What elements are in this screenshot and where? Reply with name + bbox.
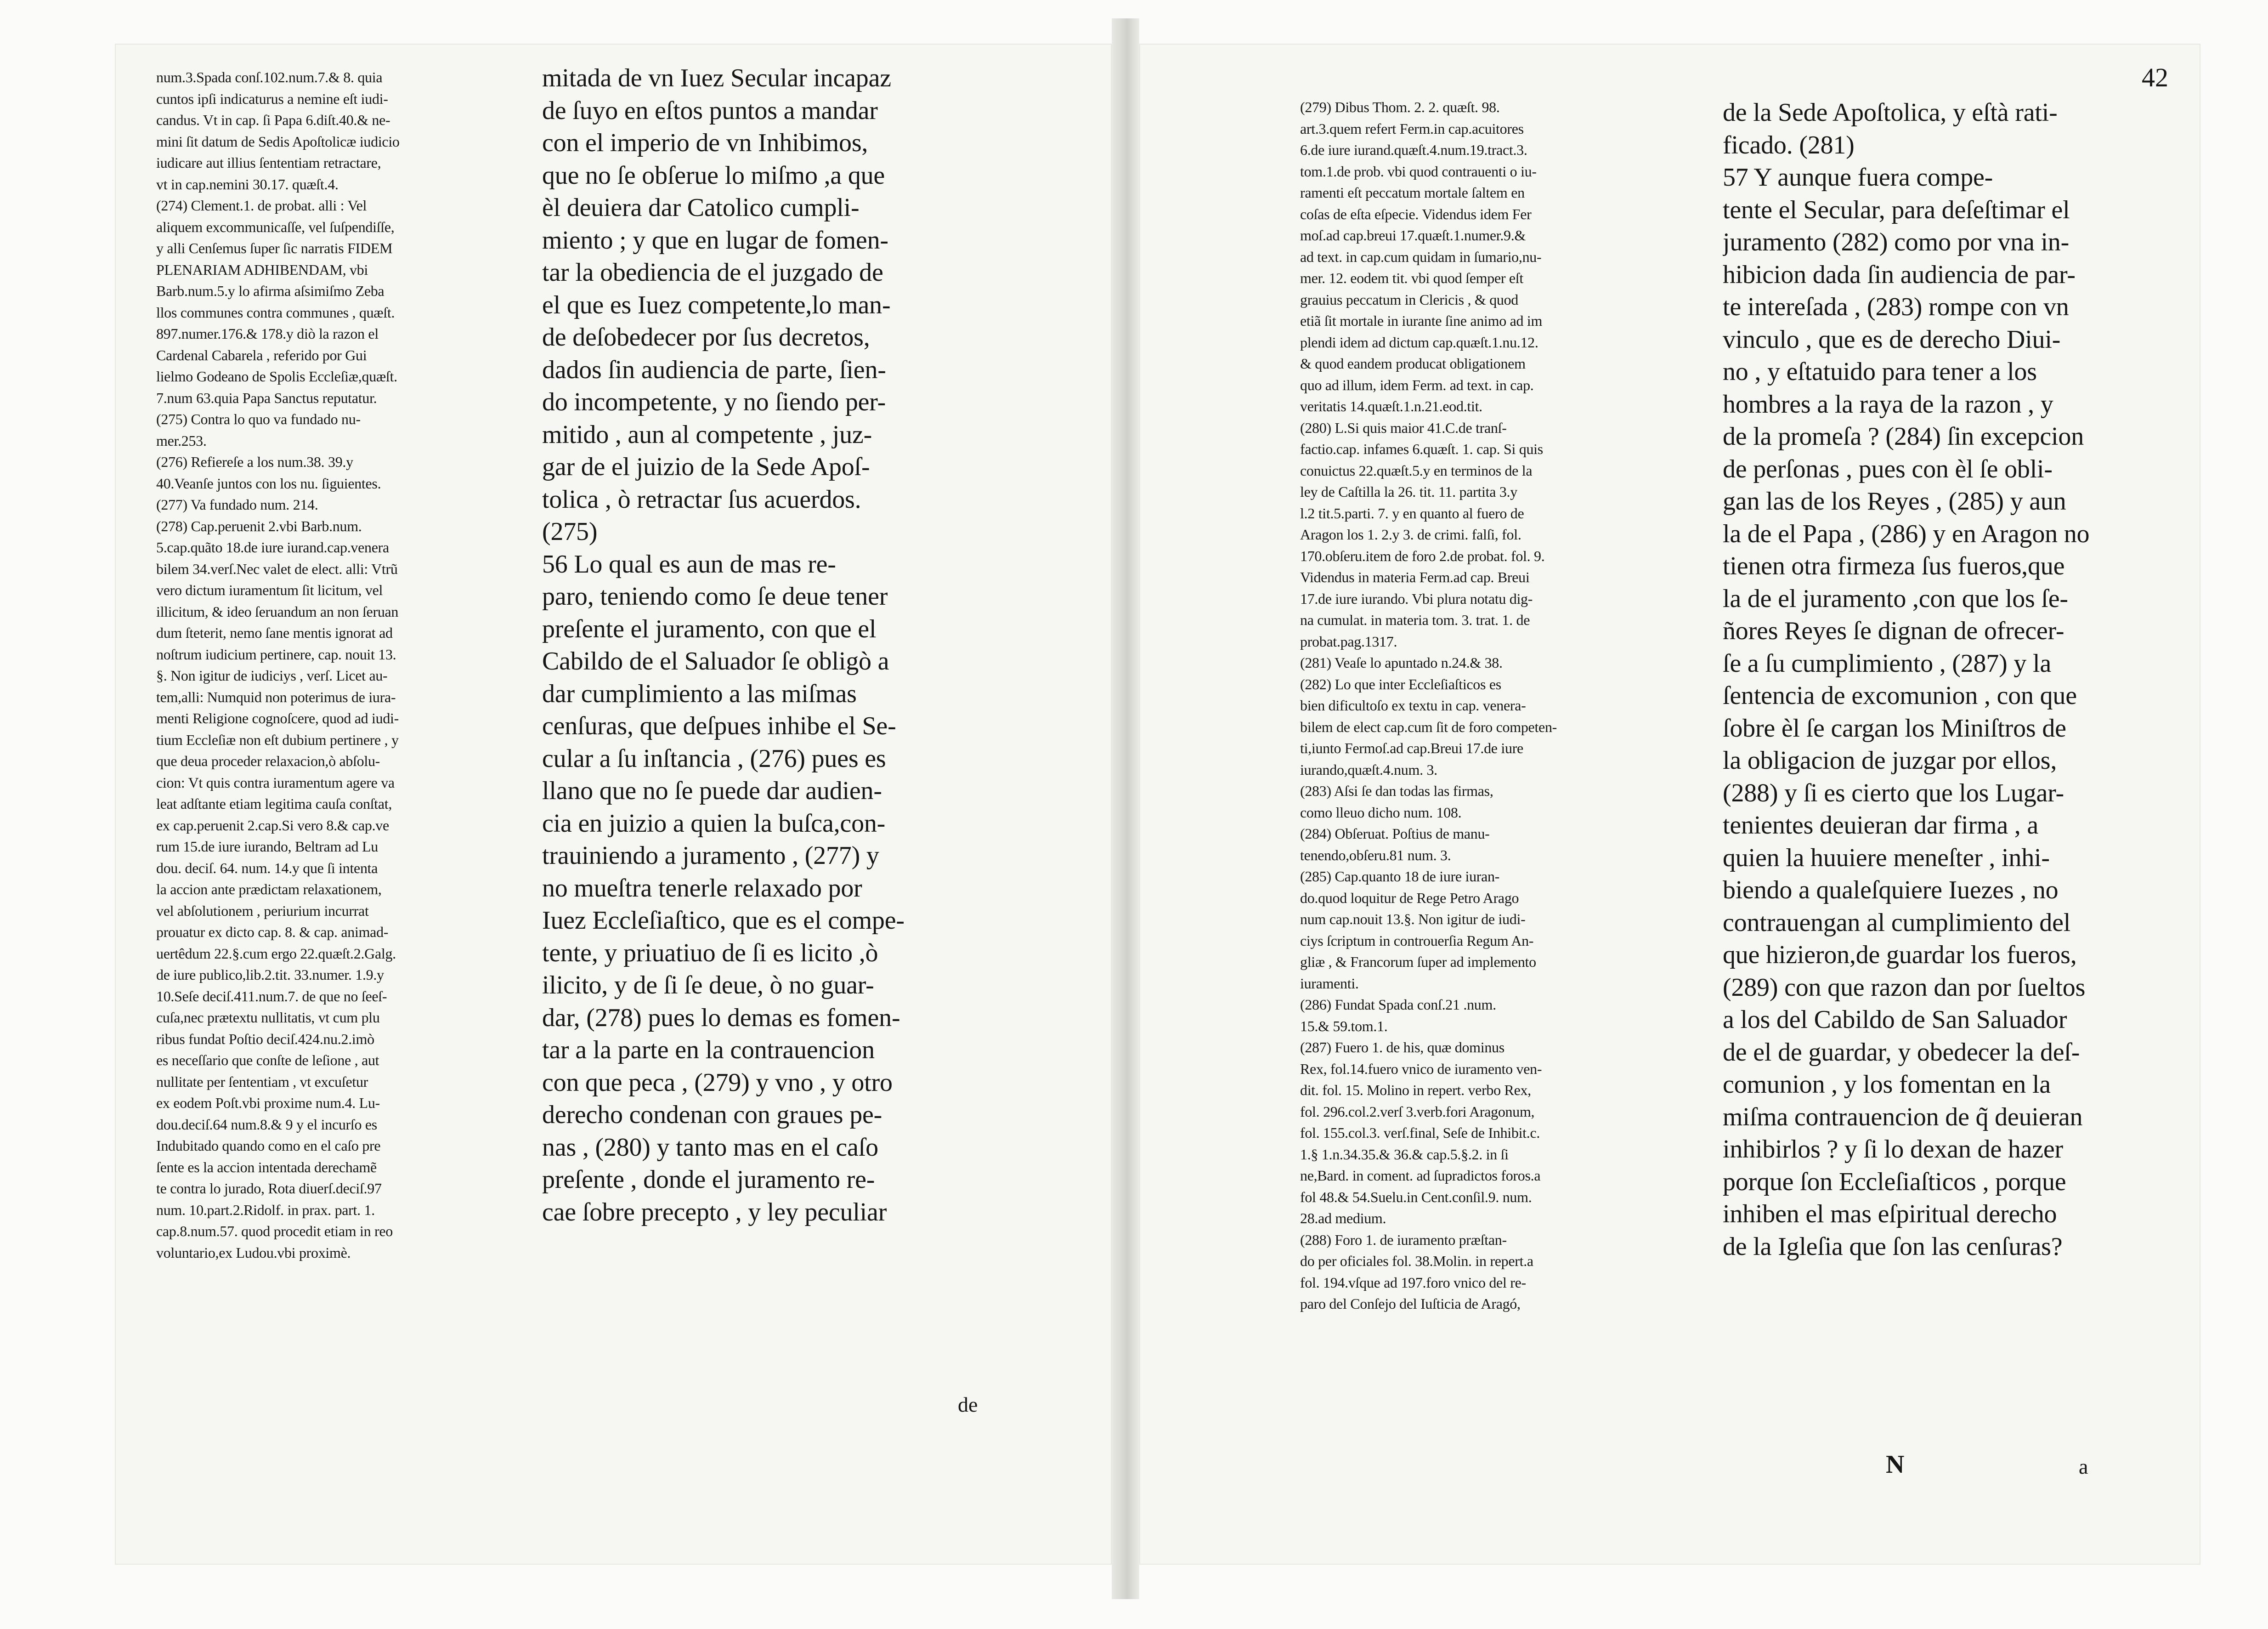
note-line: (279) Dibus Thom. 2. 2. quæſt. 98. [1300,99,1500,115]
note-line: (285) Cap.quanto 18 de iure iuran- [1300,868,1500,885]
note-line: gliæ , & Francorum ſuper ad implemento [1300,954,1536,970]
note-line: & quod eandem producat obligationem [1300,355,1526,372]
note-line: factio.cap. infames 6.quæſt. 1. cap. Si quis [1300,441,1543,457]
note-line: ſente es la accion intentada derechamẽ [156,1158,377,1175]
body-line: nas , (280) y tanto mas en el caſo [542,1133,878,1162]
body-line: contrauengan al cumplimiento del [1723,908,2071,937]
note-line: Rex, fol.14.fuero vnico de iuramento ven- [1300,1060,1542,1077]
body-line: ñores Reyes ſe dignan de ofrecer- [1723,617,2064,645]
body-line: no mueſtra tenerle relaxado por [542,874,862,902]
note-line: dit. fol. 15. Molino in repert. verbo Rex, [1300,1082,1531,1098]
body-line: porque ſon Eccleſiaſticos , porque [1723,1167,2066,1196]
body-line: paro, teniendo como ſe deue tener [542,582,888,611]
note-line: prouatur ex dicto cap. 8. & cap. animad- [156,924,389,940]
note-line: llos communes contra communes , quæſt. [156,304,395,321]
left-body-column [542,62,1057,1228]
note-line: do.quod loquitur de Rege Petro Arago [1300,889,1519,906]
note-line: tium Eccleſiæ non eſt dubium pertinere , y [156,731,399,748]
left-notes-column [156,67,542,1263]
body-line: con que peca , (279) y vno , y otro [542,1068,893,1097]
body-line: a los del Cabildo de San Saluador [1723,1005,2067,1034]
body-line: trauiniendo a juramento , (277) y [542,841,879,870]
body-line: la obligacion de juzgar por ellos, [1723,746,2057,775]
note-line: iudicare aut illius ſententiam retractare, [156,154,381,171]
note-line: paro del Conſejo del Iuſticia de Aragó, [1300,1295,1521,1312]
note-line: dou. deciſ. 64. num. 14.y que ſi intenta [156,859,378,876]
note-line: y alli Cenſemus ſuper ſic narratis FIDEM [156,240,393,256]
body-line: miſma contrauencion de q̃ deuieran [1723,1102,2083,1131]
body-line: tar a la parte en la contrauencion [542,1036,875,1064]
note-line: (277) Va fundado num. 214. [156,496,318,513]
note-line: Indubitado quando como en el caſo pre [156,1137,381,1154]
note-line: voluntario,ex Ludou.vbi proximè. [156,1244,351,1261]
body-line: gar de el juizio de la Sede Apoſ- [542,453,870,481]
book-gutter [1112,18,1139,1599]
catchword-left: de [958,1393,978,1416]
note-line: (281) Veaſe lo apuntado n.24.& 38. [1300,654,1503,671]
note-line: (284) Obſeruat. Poſtius de manu- [1300,825,1490,842]
body-line: (289) con que razon dan por ſueltos [1723,973,2086,1002]
note-line: es neceſſario que conſte de leſione , aut [156,1052,379,1068]
body-line: de el de guardar, y obedecer la deſ- [1723,1038,2080,1067]
note-line: ex cap.peruenit 2.cap.Si vero 8.& cap.ve [156,817,389,834]
body-line: llano que no ſe puede dar audien- [542,777,882,805]
note-line: cuntos ipſi indicaturus a nemine eſt iudi- [156,90,388,107]
body-line: (275) [542,517,598,546]
note-line: illicitum, & ideo ſeruandum an non ſeruan [156,603,399,620]
body-line: que no ſe obſerue lo miſmo ,a que [542,161,885,190]
body-line: ſentencia de excomunion , con que [1723,681,2077,710]
note-line: tom.1.de prob. vbi quod contrauenti o iu- [1300,163,1537,180]
note-line: nullitate per ſententiam , vt excuſetur [156,1073,368,1090]
body-line: ſobre èl ſe cargan los Miniſtros de [1723,714,2066,743]
body-line: Cabildo de el Saluador ſe obligò a [542,647,889,675]
note-line: fol. 296.col.2.verſ 3.verb.fori Aragonum, [1300,1103,1535,1120]
body-line: no , y eſtatuido para tener a los [1723,358,2037,386]
body-line: cular a ſu inſtancia , (276) pues es [542,744,886,773]
note-line: dum ſteterit, nemo ſane mentis ignorat ad [156,624,393,641]
note-line: aliquem excommunicaſſe, vel ſuſpendiſſe, [156,218,395,235]
note-line: Cardenal Cabarela , referido por Gui [156,346,367,363]
right-body-column [1723,96,2173,1263]
note-line: que deua proceder relaxacion,ò abſolu- [156,753,380,769]
note-line: etiã ſit mortale in iurante ſine animo ad im [1300,312,1543,329]
note-line: ciys ſcriptum in controuerſia Regum An- [1300,932,1534,949]
note-line: ad text. in cap.cum quidam in ſumario,nu- [1300,248,1542,265]
note-line: fol. 155.col.3. verſ.final, Seſe de Inhibit.c. [1300,1124,1540,1141]
note-line: fol. 194.vſque ad 197.foro vnico del re- [1300,1274,1526,1291]
note-line: (286) Fundat Spada conſ.21 .num. [1300,996,1496,1013]
body-line: la de el Papa , (286) y en Aragon no [1723,519,2090,548]
note-line: do per oficiales fol. 38.Molin. in repert.a [1300,1253,1533,1269]
note-line: quo ad illum, idem Ferm. ad text. in cap. [1300,376,1534,393]
note-line: bilem 34.verſ.Nec valet de elect. alli: Vtrũ [156,560,398,577]
note-line: menti Religione cognoſcere, quod ad iudi- [156,710,399,727]
note-line: lielmo Godeano de Spolis Eccleſiæ,quæſt. [156,368,397,385]
note-line: mini ſit datum de Sedis Apoſtolicæ iudicio [156,133,400,150]
note-line: PLENARIAM ADHIBENDAM, vbi [156,261,368,278]
note-line: como lleuo dicho num. 108. [1300,804,1462,821]
note-line: Barb.num.5.y lo afirma aſsimiſmo Zeba [156,283,385,299]
note-line: coſas de eſta eſpecie. Videndus idem Fer [1300,205,1532,222]
note-line: 10.Seſe deciſ.411.num.7. de que no ſeeſ- [156,988,387,1005]
body-line: 56 Lo qual es aun de mas re- [542,550,836,579]
note-line: fol 48.& 54.Suelu.in Cent.conſil.9. num. [1300,1188,1532,1205]
body-line: 57 Y aunque fuera compe- [1723,163,1993,192]
note-line: vel abſolutionem , periurium incurrat [156,902,369,919]
note-line: ramenti eſt peccatum mortale ſaltem en [1300,184,1525,201]
body-line: (288) y ſi es cierto que los Lugar- [1723,778,2064,807]
body-line: inhiben el mas eſpiritual derecho [1723,1200,2057,1228]
note-line: cion: Vt quis contra iuramentum agere va [156,774,395,791]
note-line: moſ.ad cap.breui 17.quæſt.1.numer.9.& [1300,227,1526,244]
note-line: ne,Bard. in coment. ad ſupradictos foros.a [1300,1167,1541,1184]
body-line: vinculo , que es de derecho Diui- [1723,325,2061,354]
note-line: l.2 tit.5.parti. 7. y en quanto al fuero de [1300,505,1524,522]
note-line: ley de Caſtilla la 26. tit. 11. partita 3.y [1300,483,1517,500]
note-line: (274) Clement.1. de probat. alli : Vel [156,197,367,214]
note-line: iurando,quæſt.4.num. 3. [1300,761,1437,778]
note-line: (288) Foro 1. de iuramento præſtan- [1300,1231,1507,1248]
note-line: 7.num 63.quia Papa Sanctus reputatur. [156,389,377,406]
note-line: 15.& 59.tom.1. [1300,1017,1388,1034]
note-line: (280) L.Si quis maior 41.C.de tranſ- [1300,419,1507,436]
note-line: ex eodem Poſt.vbi proxime num.4. Lu- [156,1095,380,1111]
body-line: preſente el juramento, con que el [542,614,877,643]
note-line: 1.§ 1.n.34.35.& 36.& cap.5.§.2. in ſi [1300,1146,1509,1163]
note-line: tenendo,obſeru.81 num. 3. [1300,846,1451,863]
note-line: vero dictum iuramentum ſit licitum, vel [156,582,383,598]
note-line: (283) Aſsi ſe dan todas las firmas, [1300,783,1493,799]
note-line: (278) Cap.peruenit 2.vbi Barb.num. [156,517,362,534]
body-line: la de el juramento ,con que los ſe- [1723,584,2068,613]
note-line: 28.ad medium. [1300,1210,1386,1226]
note-line: 5.cap.quãto 18.de iure iurand.cap.venera [156,539,389,556]
body-line: que hizieron,de guardar los fueros, [1723,941,2077,969]
note-line: conuictus 22.quæſt.5.y en terminos de la [1300,462,1533,479]
note-line: 6.de iure iurand.quæſt.4.num.19.tract.3. [1300,142,1527,158]
note-line: te contra lo jurado, Rota diuerſ.deciſ.97 [156,1180,382,1197]
body-line: hibicion dada ſin audiencia de par- [1723,260,2076,289]
note-line: 40.Veanſe juntos con los nu. ſiguientes. [156,475,381,492]
note-line: cap.8.num.57. quod procedit etiam in reo [156,1223,393,1239]
note-line: bien dificultoſo ex textu in cap. venera- [1300,697,1526,714]
note-line: na cumulat. in materia tom. 3. trat. 1. de [1300,612,1530,628]
body-line: el que es Iuez competente,lo man- [542,290,891,319]
body-line: de la promeſa ? (284) ſin excepcion [1723,422,2084,451]
note-line: bilem de elect cap.cum ſit de foro competen- [1300,718,1557,735]
body-line: quien la huuiere meneſter , inhi- [1723,843,2050,872]
body-line: tar la obediencia de el juzgado de [542,258,883,287]
body-line: èl deuiera dar Catolico cumpli- [542,193,860,222]
note-line: rum 15.de iure iurando, Beltram ad Lu [156,838,378,855]
body-line: inhibirlos ? y ſi lo dexan de hazer [1723,1135,2063,1164]
body-line: hombres a la raya de la razon , y [1723,390,2053,419]
note-line: 17.de iure iurando. Vbi plura notatu dig- [1300,590,1533,607]
note-line: num.3.Spada conſ.102.num.7.& 8. quia [156,69,383,85]
note-line: ribus fundat Poſtio deciſ.424.nu.2.imò [156,1030,374,1047]
body-line: ilicito, y de ſi ſe deue, ò no guar- [542,971,874,999]
note-line: la accion ante prædictam relaxationem, [156,881,382,897]
signature-mark: N [1886,1450,1905,1479]
body-line: juramento (282) como por vna in- [1723,228,2070,256]
note-line: probat.pag.1317. [1300,633,1397,650]
body-line: tente, y priuatiuo de ſi es licito ,ò [542,938,878,967]
note-line: veritatis 14.quæſt.1.n.21.eod.tit. [1300,398,1482,414]
note-line: candus. Vt in cap. ſi Papa 6.diſt.40.& ne- [156,112,390,128]
body-line: derecho condenan con graues pe- [542,1101,882,1129]
note-line: §. Non igitur de iudiciys , verſ. Licet au- [156,667,388,684]
body-line: de perſonas , pues con èl ſe obli- [1723,454,2053,483]
body-line: mitada de vn Iuez Secular incapaz [542,64,891,92]
note-line: (275) Contra lo quo va fundado nu- [156,411,361,427]
body-line: tolica , ò retractar ſus acuerdos. [542,485,861,514]
body-line: cia en juizio a quien la buſca,con- [542,809,886,838]
body-line: de la Igleſia que ſon las cenſuras? [1723,1232,2063,1261]
body-line: dar, (278) pues lo demas es fomen- [542,1003,900,1032]
body-line: de ſuyo en eſtos puntos a mandar [542,96,878,125]
body-line: de deſobedecer por ſus decretos, [542,323,870,352]
note-line: (287) Fuero 1. de his, quæ dominus [1300,1039,1504,1056]
note-line: cuſa,nec prætextu nullitatis, vt cum plu [156,1009,380,1026]
note-line: mer. 12. eodem tit. vbi quod ſemper eſt [1300,270,1523,286]
body-line: cae ſobre precepto , y ley peculiar [542,1198,887,1226]
note-line: dou.deciſ.64 num.8.& 9 y el incurſo es [156,1116,377,1133]
body-line: te intereſada , (283) rompe con vn [1723,293,2069,321]
note-line: plendi idem ad dictum cap.quæſt.1.nu.12. [1300,334,1538,351]
body-line: tente el Secular, para deſeſtimar el [1723,195,2070,224]
body-line: comunion , y los fomentan en la [1723,1070,2051,1099]
catchword-right: a [2079,1455,2088,1478]
note-line: grauius peccatum in Clericis , & quod [1300,291,1519,308]
body-line: biendo a qualeſquiere Iuezes , no [1723,876,2059,904]
note-line: num. 10.part.2.Ridolf. in prax. part. 1. [156,1201,375,1218]
right-page [1139,44,2200,1565]
body-line: Iuez Eccleſiaſtico, que es el compe- [542,906,905,935]
note-line: num cap.nouit 13.§. Non igitur de iudi- [1300,911,1526,927]
left-page [115,44,1112,1565]
body-line: preſente , donde el juramento re- [542,1165,875,1194]
note-line: (282) Lo que inter Eccleſiaſticos es [1300,675,1501,692]
body-line: dar cumplimiento a las miſmas [542,679,857,708]
body-line: ficado. (281) [1723,131,1855,159]
body-line: ſe a ſu cumplimiento , (287) y la [1723,649,2052,678]
note-line: art.3.quem refert Ferm.in cap.acuitores [1300,120,1524,137]
body-line: miento ; y que en lugar de fomen- [542,226,888,255]
body-line: tenientes deuieran dar firma , a [1723,811,2039,840]
note-line: leat adſtante etiam legitima cauſa conſtat, [156,795,392,812]
body-line: do incompetente, y no ſiendo per- [542,388,886,416]
body-line: tienen otra firmeza ſus fueros,que [1723,552,2065,580]
note-line: ti,iunto Fermoſ.ad cap.Breui 17.de iure [1300,740,1523,756]
body-line: de la Sede Apoſtolica, y eſtà rati- [1723,98,2058,127]
body-line: dados ſin audiencia de parte, ſien- [542,355,886,384]
right-notes-column [1300,96,1704,1315]
note-line: 170.obſeru.item de foro 2.de probat. fol. 9. [1300,547,1545,564]
note-line: de iure publico,lib.2.tit. 33.numer. 1.9.y [156,966,384,983]
note-line: (276) Refiereſe a los num.38. 39.y [156,454,353,470]
body-line: cenſuras, que deſpues inhibe el Se- [542,712,896,740]
note-line: uertêdum 22.§.cum ergo 22.quæſt.2.Galg. [156,945,396,962]
page-number: 42 [2142,62,2168,92]
note-line: 897.numer.176.& 178.y diò la razon el [156,325,379,342]
note-line: Videndus in materia Ferm.ad cap. Breui [1300,569,1530,585]
body-line: con el imperio de vn Inhibimos, [542,129,868,157]
body-line: gan las de los Reyes , (285) y aun [1723,487,2066,516]
note-line: mer.253. [156,432,207,449]
note-line: noſtrum iudicium pertinere, cap. nouit 13. [156,646,396,663]
note-line: tem,alli: Numquid non poterimus de iura- [156,688,396,705]
note-line: Aragon los 1. 2.y 3. de crimi. falſi, fol. [1300,526,1521,543]
body-line: mitido , aun al competente , juz- [542,420,872,449]
note-line: iuramenti. [1300,975,1359,992]
note-line: vt in cap.nemini 30.17. quæſt.4. [156,176,339,193]
